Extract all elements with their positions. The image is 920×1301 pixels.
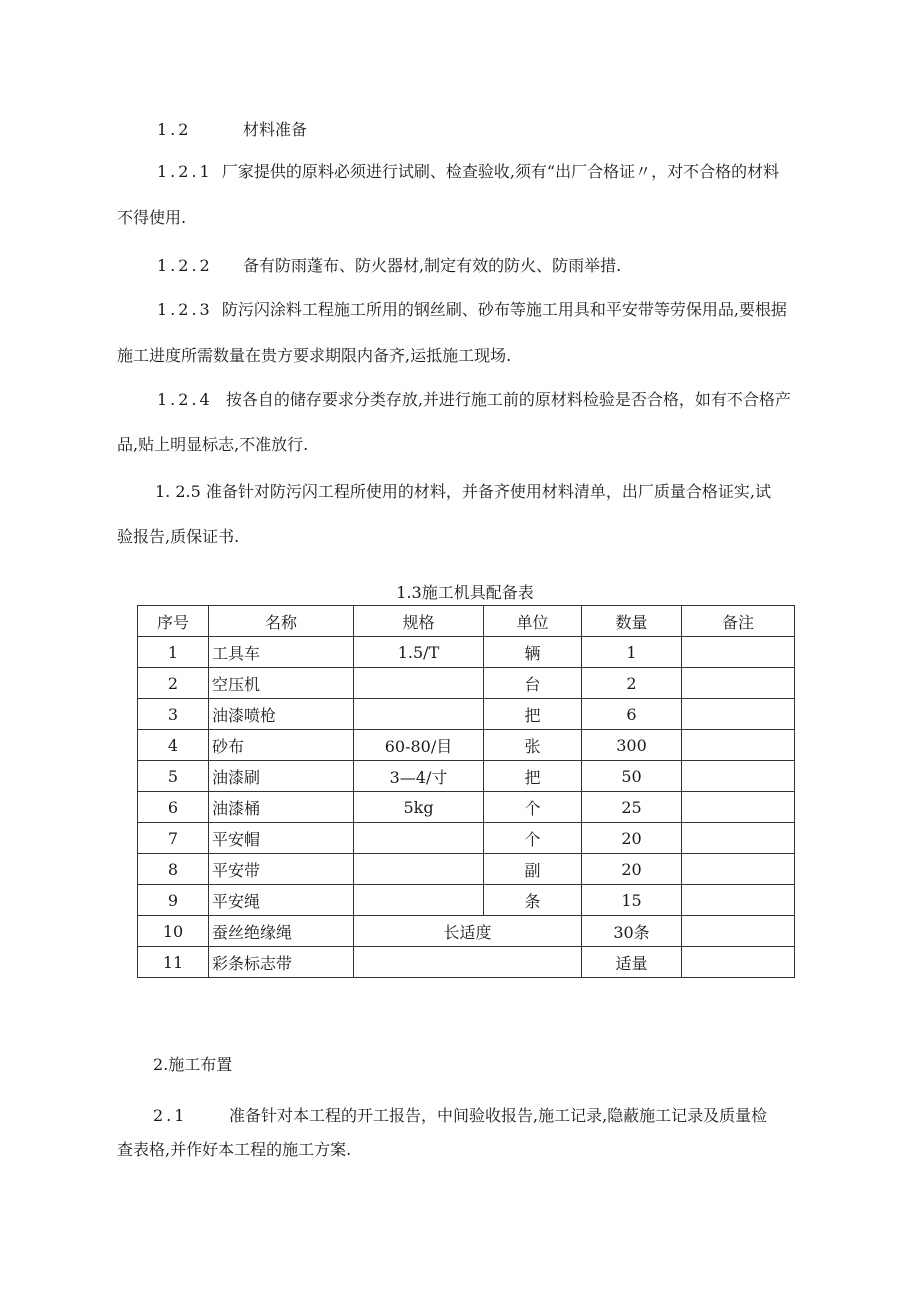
paragraph-number: 1.2.1	[157, 162, 213, 181]
table-row	[138, 854, 795, 885]
cell-spec: 5kg	[354, 792, 484, 823]
cell-unit: 个	[484, 823, 582, 854]
cell-no: 2	[138, 668, 209, 699]
cell-qty: 2	[582, 668, 682, 699]
cell-name: 彩条标志带	[209, 947, 354, 978]
paragraph-text: 准备针对本工程的开工报告，中间验收报告,施工记录,隐蔽施工记录及质量检	[229, 1106, 768, 1125]
cell-unit: 把	[484, 699, 582, 730]
cell-name: 平安帽	[209, 823, 354, 854]
cell-no: 9	[138, 885, 209, 916]
cell-spec: 1.5/T	[354, 637, 484, 668]
cell-note	[682, 637, 795, 668]
cell-qty: 25	[582, 792, 682, 823]
cell-qty: 适量	[582, 947, 682, 978]
table-row	[138, 792, 795, 823]
cell-qty: 300	[582, 730, 682, 761]
paragraph-continuation: 验报告,质保证书.	[117, 527, 240, 546]
cell-name: 平安绳	[209, 885, 354, 916]
paragraph-text: 防污闪涂料工程施工所用的钢丝刷、砂布等施工用具和平安带等劳保用品,要根据	[221, 300, 787, 319]
paragraph-number: 2.1	[153, 1106, 188, 1125]
cell-note	[682, 668, 795, 699]
paragraph-number: 1.2.4	[157, 390, 213, 409]
cell-spec: 60-80/目	[354, 730, 484, 761]
cell-name: 平安带	[209, 854, 354, 885]
paragraph-number: 1. 2.5	[155, 482, 201, 501]
cell-qty: 20	[582, 854, 682, 885]
cell-no: 5	[138, 761, 209, 792]
cell-note	[682, 947, 795, 978]
cell-name: 油漆喷枪	[209, 699, 354, 730]
cell-note	[682, 761, 795, 792]
paragraph-2-1	[153, 1106, 768, 1126]
cell-note	[682, 916, 795, 947]
header-unit: 单位	[484, 606, 582, 637]
cell-spec: 3—4/寸	[354, 761, 484, 792]
cell-unit: 辆	[484, 637, 582, 668]
cell-spec	[354, 823, 484, 854]
cell-no: 4	[138, 730, 209, 761]
cell-no: 11	[138, 947, 209, 978]
cell-unit: 副	[484, 854, 582, 885]
cell-spec-unit-merged: 长适度	[354, 916, 582, 947]
cell-name: 砂布	[209, 730, 354, 761]
section-title: 材料准备	[243, 120, 308, 139]
paragraph-continuation: 品,贴上明显标志,不准放行.	[117, 435, 309, 454]
cell-name: 油漆刷	[209, 761, 354, 792]
cell-qty: 1	[582, 637, 682, 668]
cell-note	[682, 730, 795, 761]
cell-unit: 个	[484, 792, 582, 823]
cell-qty: 50	[582, 761, 682, 792]
header-name: 名称	[209, 606, 354, 637]
cell-no: 10	[138, 916, 209, 947]
paragraph-1-2-2	[157, 256, 622, 276]
cell-spec	[354, 699, 484, 730]
cell-note	[682, 699, 795, 730]
paragraph-text: 按各自的储存要求分类存放,并进行施工前的原材料检验是否合格，如有不合格产	[225, 390, 791, 409]
paragraph-text: 备有防雨蓬布、防火器材,制定有效的防火、防雨举措.	[243, 256, 622, 275]
cell-name: 油漆桶	[209, 792, 354, 823]
table-row	[138, 699, 795, 730]
cell-qty: 6	[582, 699, 682, 730]
section-number: 1.2	[157, 120, 192, 139]
table-row	[138, 916, 795, 947]
paragraph-text: 准备针对防污闪工程所使用的材料，并备齐使用材料清单，出厂质量合格证实,试	[205, 482, 771, 501]
table-row	[138, 730, 795, 761]
equipment-table	[137, 605, 795, 978]
table-header-row	[138, 606, 795, 637]
cell-no: 7	[138, 823, 209, 854]
cell-no: 6	[138, 792, 209, 823]
cell-name: 工具车	[209, 637, 354, 668]
paragraph-continuation: 施工进度所需数量在贵方要求期限内备齐,运抵施工现场.	[117, 346, 512, 365]
section-heading	[157, 120, 308, 140]
cell-unit: 台	[484, 668, 582, 699]
cell-spec	[354, 668, 484, 699]
table-row	[138, 761, 795, 792]
header-note: 备注	[682, 606, 795, 637]
cell-note	[682, 885, 795, 916]
cell-note	[682, 854, 795, 885]
table-row	[138, 947, 795, 978]
table-caption: 1.3施工机具配备表	[396, 583, 534, 602]
paragraph-number: 1.2.3	[157, 300, 213, 319]
cell-unit: 张	[484, 730, 582, 761]
section-2-title: 2.施工布置	[153, 1055, 233, 1074]
paragraph-number: 1.2.2	[157, 256, 213, 275]
paragraph-1-2-1	[157, 162, 779, 182]
cell-no: 8	[138, 854, 209, 885]
header-spec: 规格	[354, 606, 484, 637]
cell-note	[682, 823, 795, 854]
table-row	[138, 637, 795, 668]
cell-note	[682, 792, 795, 823]
table-row	[138, 823, 795, 854]
cell-spec	[354, 854, 484, 885]
cell-spec-unit-merged	[354, 947, 582, 978]
paragraph-1-2-3	[157, 300, 787, 320]
paragraph-1-2-4	[157, 390, 791, 410]
header-no: 序号	[138, 606, 209, 637]
cell-no: 1	[138, 637, 209, 668]
cell-qty: 20	[582, 823, 682, 854]
cell-unit: 把	[484, 761, 582, 792]
cell-no: 3	[138, 699, 209, 730]
cell-qty: 30条	[582, 916, 682, 947]
paragraph-1-2-5	[155, 482, 771, 502]
paragraph-continuation: 不得使用.	[117, 208, 187, 227]
cell-name: 空压机	[209, 668, 354, 699]
table-row	[138, 668, 795, 699]
header-qty: 数量	[582, 606, 682, 637]
cell-name: 蚕丝绝缘绳	[209, 916, 354, 947]
cell-spec	[354, 885, 484, 916]
cell-qty: 15	[582, 885, 682, 916]
paragraph-text: 厂家提供的原料必须进行试刷、检查验收,须有“出厂合格证〃，对不合格的材料	[221, 162, 780, 181]
cell-unit: 条	[484, 885, 582, 916]
table-row	[138, 885, 795, 916]
paragraph-continuation: 查表格,并作好本工程的施工方案.	[117, 1140, 352, 1159]
